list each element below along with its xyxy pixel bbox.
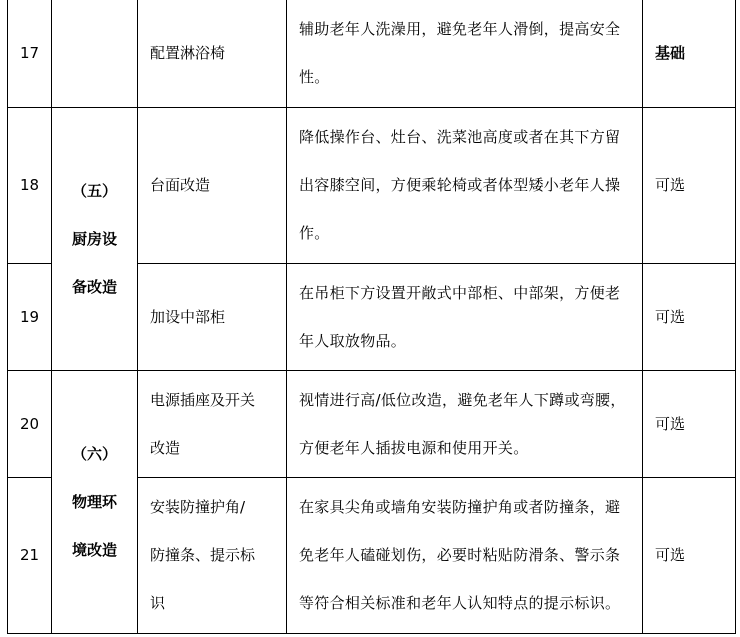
category-cell-kitchen xyxy=(52,107,138,370)
item-name: 台面改造 xyxy=(138,107,287,263)
table-row xyxy=(8,370,736,477)
description-line: 视情进行高/低位改造，避免老年人下蹲或弯腰， xyxy=(299,390,626,409)
item-type: 可选 xyxy=(643,370,736,477)
item-description xyxy=(287,0,643,107)
description-line: 性。 xyxy=(299,68,330,87)
item-name-line: 安装防撞护角/ xyxy=(150,498,246,516)
category-label: 境改造 xyxy=(71,540,117,559)
item-name: 加设中部柜 xyxy=(138,263,287,370)
category-cell-physical xyxy=(52,370,138,633)
description-line: 作。 xyxy=(299,224,330,242)
category-cell xyxy=(52,0,138,107)
description-line: 在家具尖角或墙角安装防撞护角或者防撞条，避 xyxy=(299,498,621,516)
item-type: 基础 xyxy=(643,0,736,107)
row-number: 19 xyxy=(8,263,52,370)
description-line: 年人取放物品。 xyxy=(299,331,407,350)
item-type: 可选 xyxy=(643,477,736,633)
item-name: 配置淋浴椅 xyxy=(138,0,287,107)
category-label: 厨房设 xyxy=(71,229,117,248)
category-label: （五） xyxy=(71,181,117,200)
item-name xyxy=(138,477,287,633)
category-label: （六） xyxy=(71,444,117,463)
renovation-table xyxy=(7,0,736,634)
description-line: 在吊柜下方设置开敞式中部柜、中部架，方便老 xyxy=(299,283,621,302)
item-name-line: 改造 xyxy=(150,438,181,457)
description-line: 出容膝空间，方便乘轮椅或者体型矮小老年人操 xyxy=(299,176,621,194)
row-number: 21 xyxy=(8,477,52,633)
table-row xyxy=(8,107,736,263)
item-name-line: 识 xyxy=(150,594,166,612)
item-description xyxy=(287,477,643,633)
table-row xyxy=(8,0,736,107)
item-name-line: 防撞条、提示标 xyxy=(150,546,256,564)
item-type: 可选 xyxy=(643,263,736,370)
row-number: 17 xyxy=(8,0,52,107)
item-name-line: 电源插座及开关 xyxy=(150,390,256,409)
item-description xyxy=(287,107,643,263)
item-description xyxy=(287,263,643,370)
row-number: 20 xyxy=(8,370,52,477)
description-line: 降低操作台、灶台、洗菜池高度或者在其下方留 xyxy=(299,128,621,146)
item-name xyxy=(138,370,287,477)
description-line: 等符合相关标准和老年人认知特点的提示标识。 xyxy=(299,594,621,612)
item-type: 可选 xyxy=(643,107,736,263)
row-number: 18 xyxy=(8,107,52,263)
item-description xyxy=(287,370,643,477)
category-label: 备改造 xyxy=(71,277,117,296)
description-line: 方便老年人插拔电源和使用开关。 xyxy=(299,438,529,457)
category-label: 物理环 xyxy=(71,492,117,511)
description-line: 辅助老年人洗澡用，避免老年人滑倒，提高安全 xyxy=(299,20,621,39)
description-line: 免老年人磕碰划伤，必要时粘贴防滑条、警示条 xyxy=(299,546,621,564)
